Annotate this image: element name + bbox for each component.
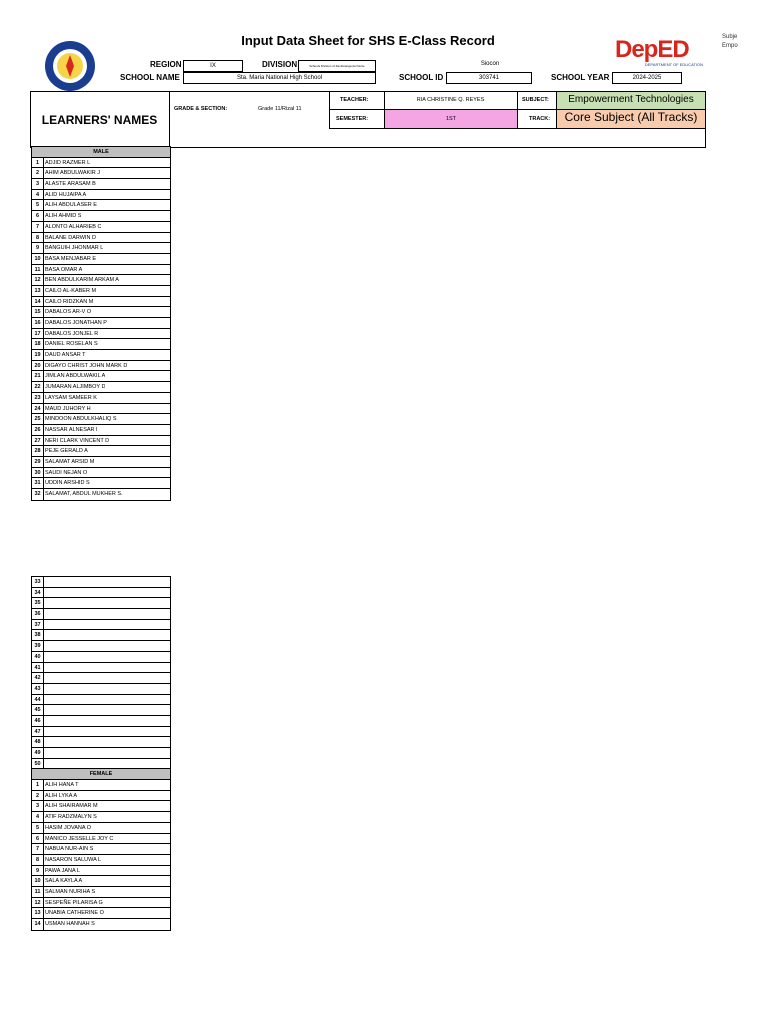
table-row[interactable] (32, 457, 170, 468)
learner-name-cell[interactable]: ATIF RADZMALYN S (45, 814, 97, 821)
learner-name-cell[interactable]: SALAMAT ARSID M (45, 458, 95, 465)
row-number: 47 (32, 727, 44, 737)
row-number: 9 (32, 243, 44, 253)
table-row[interactable] (32, 705, 170, 716)
row-number: 1 (32, 780, 44, 790)
learner-name-cell[interactable]: MINDOON ABDULKHALIQ S (45, 416, 117, 423)
learner-name-cell[interactable] (44, 620, 45, 630)
row-number: 12 (32, 898, 44, 908)
learner-name-cell[interactable]: PEJE GERALD A (45, 448, 88, 455)
row-number: 32 (32, 489, 44, 500)
table-row[interactable] (32, 478, 170, 489)
learner-name-cell[interactable]: NERI CLARK VINCENT D (45, 437, 110, 444)
table-row[interactable] (32, 425, 170, 436)
row-number: 40 (32, 652, 44, 662)
subject-label: SUBJECT: (522, 97, 549, 103)
row-number: 42 (32, 673, 44, 683)
row-number: 33 (32, 577, 44, 587)
region-label: REGION (150, 60, 182, 69)
learner-name-cell[interactable]: BANGUIH JHONMAR L (45, 245, 104, 252)
row-number: 27 (32, 436, 44, 446)
row-number: 8 (32, 855, 44, 865)
table-row[interactable] (32, 468, 170, 479)
table-row[interactable] (32, 577, 170, 588)
subject-value: Empowerment Technologies (568, 94, 694, 105)
learner-name-cell[interactable] (44, 737, 45, 747)
table-row[interactable] (32, 855, 170, 866)
table-row[interactable] (32, 233, 170, 244)
table-row[interactable] (32, 243, 170, 254)
learner-name-cell[interactable]: ALASTE ARASAM B (45, 181, 96, 188)
table-row[interactable] (32, 446, 170, 457)
row-number: 11 (32, 887, 44, 897)
row-number: 6 (32, 834, 44, 844)
row-number: 4 (32, 190, 44, 200)
learner-name-cell[interactable]: ALID HUJAIPA A (45, 191, 87, 198)
table-row[interactable] (32, 179, 170, 190)
deped-logo-subtext: DEPARTMENT OF EDUCATION (644, 62, 703, 67)
learner-name-cell[interactable]: JUMARAN ALJIMBOY D (45, 384, 106, 391)
row-number: 35 (32, 598, 44, 608)
table-row[interactable] (32, 908, 170, 919)
learner-name-cell[interactable]: DABALOS AR-V O (45, 309, 92, 316)
table-row[interactable] (32, 780, 170, 791)
table-row[interactable] (32, 350, 170, 361)
learner-name-cell[interactable]: AHIM ABDULWAKIR J (45, 170, 101, 177)
row-number: 10 (32, 254, 44, 264)
row-number: 12 (32, 275, 44, 285)
table-row[interactable] (32, 834, 170, 845)
row-number: 49 (32, 748, 44, 758)
division-field[interactable]: Schools Division of Zamboanga del Norte (298, 60, 376, 72)
learner-name-cell[interactable]: ALIH AHMID S (45, 213, 82, 220)
row-number: 13 (32, 908, 44, 918)
row-number: 20 (32, 361, 44, 371)
learner-name-cell[interactable]: DAUD ANSAR T (45, 352, 86, 359)
row-number: 25 (32, 414, 44, 424)
learner-name-cell[interactable] (44, 577, 45, 587)
side-note (722, 33, 768, 51)
learner-name-cell[interactable]: BEN ABDULKARIM ARKAM A (45, 277, 119, 284)
table-row[interactable] (32, 748, 170, 759)
table-row[interactable] (32, 759, 170, 770)
learners-names-header: LEARNERS' NAMES (30, 91, 170, 148)
grade-section-label: GRADE & SECTION: (174, 106, 228, 112)
school-year-label: SCHOOL YEAR (551, 73, 610, 82)
school-id-label: SCHOOL ID (399, 73, 444, 82)
table-row[interactable] (32, 684, 170, 695)
table-row[interactable] (32, 275, 170, 286)
row-number: 48 (32, 737, 44, 747)
table-row[interactable] (32, 222, 170, 233)
learner-name-cell[interactable]: ALIH LYKA A (45, 792, 78, 799)
side-note-line-1: Subje (722, 34, 738, 40)
division-label: DIVISION (262, 60, 298, 69)
learner-name-cell[interactable] (44, 727, 45, 737)
table-row[interactable] (32, 652, 170, 663)
learner-name-cell[interactable]: DABALOS JONJEL R (45, 330, 99, 337)
grade-section-value[interactable]: Grade 11/Rizal 11 (258, 106, 302, 112)
row-number: 9 (32, 866, 44, 876)
row-number: 30 (32, 468, 44, 478)
learner-name-cell[interactable] (44, 588, 45, 598)
row-number: 44 (32, 695, 44, 705)
row-number: 34 (32, 588, 44, 598)
row-number: 15 (32, 307, 44, 317)
learner-name-cell[interactable]: HASIM JOVANA O (45, 824, 92, 831)
learner-name-cell[interactable] (44, 748, 45, 758)
table-row[interactable] (32, 329, 170, 340)
learner-name-cell[interactable]: ALONTO ALHARIEB C (45, 223, 102, 230)
table-row[interactable] (32, 609, 170, 620)
table-row[interactable] (32, 716, 170, 727)
male-section-header: MALE (32, 147, 170, 158)
table-row[interactable] (32, 598, 170, 609)
row-number: 23 (32, 393, 44, 403)
table-row[interactable] (32, 414, 170, 425)
deped-logo-text: DepED (615, 36, 689, 63)
row-number: 16 (32, 318, 44, 328)
region-field[interactable]: IX (183, 60, 243, 72)
table-row[interactable] (32, 791, 170, 802)
learner-name-cell[interactable]: PAWA JANA L (45, 867, 80, 874)
row-number: 10 (32, 876, 44, 886)
semester-value: 1ST (445, 116, 457, 122)
learner-name-cell[interactable] (44, 684, 45, 694)
row-number: 46 (32, 716, 44, 726)
learner-name-cell[interactable]: SESPEÑE PILARISA G (45, 899, 103, 906)
row-number: 29 (32, 457, 44, 467)
table-row[interactable] (32, 673, 170, 684)
table-row[interactable] (32, 620, 170, 631)
row-number: 19 (32, 350, 44, 360)
row-number: 14 (32, 297, 44, 307)
row-number: 24 (32, 404, 44, 414)
table-row[interactable] (32, 339, 170, 350)
table-row[interactable] (32, 812, 170, 823)
row-number: 8 (32, 233, 44, 243)
teacher-label: TEACHER: (340, 97, 369, 103)
school-name-field[interactable]: Sta. Maria National High School (183, 72, 376, 84)
table-row[interactable] (32, 876, 170, 887)
row-number: 37 (32, 620, 44, 630)
row-number: 26 (32, 425, 44, 435)
learner-name-cell[interactable]: SALMAN NURIHA S (45, 888, 96, 895)
table-row[interactable] (32, 887, 170, 898)
learner-name-cell[interactable] (44, 641, 45, 651)
table-row[interactable] (32, 297, 170, 308)
learner-name-cell[interactable]: NABUA NUR-AIN S (45, 846, 94, 853)
table-row[interactable] (32, 382, 170, 393)
row-number: 18 (32, 339, 44, 349)
table-row[interactable] (32, 318, 170, 329)
learner-name-cell[interactable] (44, 695, 45, 705)
row-number: 39 (32, 641, 44, 651)
row-number: 7 (32, 222, 44, 232)
learner-name-cell[interactable]: DIGAYO CHRIST JOHN MARK D (45, 362, 128, 369)
female-section-header: FEMALE (32, 769, 170, 780)
row-number: 3 (32, 801, 44, 811)
row-number: 5 (32, 823, 44, 833)
table-row[interactable] (32, 588, 170, 599)
row-number: 41 (32, 663, 44, 673)
learner-name-cell[interactable]: LAYSAM SAMEER K (45, 394, 97, 401)
learner-name-cell[interactable]: BASA OMAR A (45, 266, 83, 273)
school-year-field[interactable]: 2024-2025 (612, 72, 682, 84)
row-number: 31 (32, 478, 44, 488)
learner-name-cell[interactable]: MANICO JESSELLE JOY C (45, 835, 114, 842)
learner-name-cell[interactable]: SALA KAYLA A (45, 878, 83, 885)
school-name-label: SCHOOL NAME (120, 73, 180, 82)
learner-name-cell[interactable] (44, 759, 45, 769)
table-row[interactable] (32, 265, 170, 276)
learner-name-cell[interactable]: NASARON SALUWA L (45, 856, 102, 863)
track-label: TRACK: (529, 116, 551, 122)
learner-name-cell[interactable]: ALIH ABDULASER E (45, 202, 97, 209)
table-row[interactable] (32, 801, 170, 812)
learner-name-cell[interactable]: BASA MENJABAR E (45, 255, 97, 262)
learner-name-cell[interactable]: SALAMAT, ABDUL MUKHER S. (45, 491, 123, 497)
learner-name-cell[interactable]: ALIH SHAIRAMAR M (45, 803, 98, 810)
learner-name-cell[interactable]: NASSAR ALNESAR I (45, 426, 98, 433)
row-number: 36 (32, 609, 44, 619)
table-row[interactable] (32, 371, 170, 382)
row-number: 3 (32, 179, 44, 189)
learner-name-cell[interactable] (44, 705, 45, 715)
row-number: 13 (32, 286, 44, 296)
learner-name-cell[interactable]: UDDIN ARSHID S (45, 480, 90, 487)
table-row[interactable] (32, 436, 170, 447)
learner-name-cell[interactable] (44, 673, 45, 683)
row-number: 6 (32, 211, 44, 221)
learner-name-cell[interactable] (44, 598, 45, 608)
table-row[interactable] (32, 200, 170, 211)
table-row[interactable] (32, 898, 170, 909)
learner-name-cell[interactable]: SAUDI NEJAN O (45, 469, 88, 476)
semester-label: SEMESTER: (336, 116, 369, 122)
learner-name-cell[interactable]: DANIEL ROSELAN S (45, 341, 98, 348)
row-number: 22 (32, 382, 44, 392)
row-number: 5 (32, 200, 44, 210)
side-note-line-2: Empo (722, 43, 738, 49)
table-row[interactable] (32, 404, 170, 415)
deped-seal-logo (44, 40, 96, 92)
row-number: 2 (32, 168, 44, 178)
table-row[interactable] (32, 641, 170, 652)
table-row[interactable] (32, 489, 170, 500)
table-row[interactable] (32, 919, 170, 930)
row-number: 14 (32, 919, 44, 930)
table-row[interactable] (32, 823, 170, 834)
learner-name-cell[interactable]: UNABIA CATHERINE O (45, 910, 104, 917)
row-number: 2 (32, 791, 44, 801)
learner-name-cell[interactable]: ADJID RAZMER L (45, 159, 91, 166)
learner-name-cell[interactable]: CAILO AL-KABER M (45, 287, 97, 294)
learner-name-cell[interactable] (44, 652, 45, 662)
row-number: 50 (32, 759, 44, 769)
table-row[interactable] (32, 158, 170, 169)
table-row[interactable] (32, 727, 170, 738)
row-number: 7 (32, 844, 44, 854)
table-row[interactable] (32, 866, 170, 877)
additional-learners-list (31, 576, 171, 931)
learner-name-cell[interactable] (44, 663, 45, 673)
learner-name-cell[interactable]: ALIH HANA T (45, 782, 79, 789)
teacher-value[interactable]: RIA CHRISTINE Q. REYES (416, 97, 485, 103)
learner-name-cell[interactable]: USMAN HANNAH S (45, 921, 95, 927)
table-row[interactable] (32, 393, 170, 404)
table-row[interactable] (32, 695, 170, 706)
table-row[interactable] (32, 254, 170, 265)
table-row[interactable] (32, 168, 170, 179)
row-number: 11 (32, 265, 44, 275)
learner-name-cell[interactable] (44, 630, 45, 640)
male-learners-list (31, 146, 171, 501)
row-number: 38 (32, 630, 44, 640)
row-number: 21 (32, 371, 44, 381)
table-row[interactable] (32, 844, 170, 855)
table-row[interactable] (32, 190, 170, 201)
learner-name-cell[interactable]: BALANE DARWIN D (45, 234, 96, 241)
learner-name-cell[interactable] (44, 609, 45, 619)
school-id-field[interactable]: 303741 (446, 72, 532, 84)
row-number: 45 (32, 705, 44, 715)
row-number: 28 (32, 446, 44, 456)
row-number: 43 (32, 684, 44, 694)
table-row[interactable] (32, 663, 170, 674)
row-number: 17 (32, 329, 44, 339)
learner-name-cell[interactable] (44, 716, 45, 726)
track-value: Core Subject (All Tracks) (564, 110, 698, 124)
row-number: 1 (32, 158, 44, 168)
table-row[interactable] (32, 211, 170, 222)
page-title: Input Data Sheet for SHS E-Class Record (241, 33, 495, 48)
table-row[interactable] (32, 307, 170, 318)
table-row[interactable] (32, 361, 170, 372)
learner-name-cell[interactable]: MAUD JUHORY H (45, 405, 91, 412)
district-field[interactable]: Siocon (480, 61, 500, 67)
table-row[interactable] (32, 737, 170, 748)
table-row[interactable] (32, 630, 170, 641)
deped-logo (615, 38, 705, 70)
table-row[interactable] (32, 286, 170, 297)
learner-name-cell[interactable]: DABALOS JONATHAN P (45, 320, 107, 326)
learner-name-cell[interactable]: JIMLAN ABDULWAKIL A (45, 373, 106, 380)
row-number: 4 (32, 812, 44, 822)
learner-name-cell[interactable]: CAILO RIDZKAN M (45, 298, 94, 305)
